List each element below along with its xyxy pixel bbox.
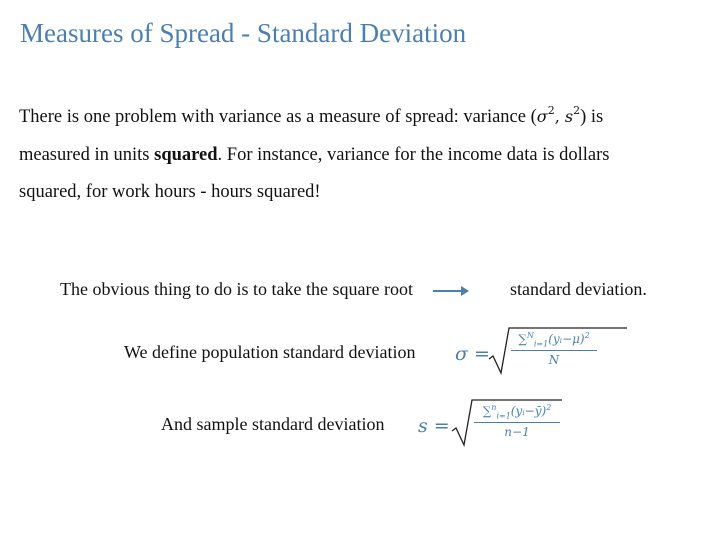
population-lhs: σ =: [455, 343, 490, 365]
population-fraction-bar: [511, 350, 597, 351]
population-label: We define population standard deviation: [124, 342, 416, 362]
math-comma: ,: [554, 107, 565, 126]
line1-text: There is one problem with variance as a measure of spread: variance (: [19, 107, 537, 127]
arrow-container: [417, 284, 505, 298]
line2-post: . For instance, variance for the income data is dollars: [217, 144, 610, 165]
paragraph-line-2: [19, 137, 709, 175]
intro-paragraph: [19, 92, 709, 212]
sigma-exponent: 2: [547, 104, 555, 117]
line2-bold: squared: [154, 144, 218, 165]
s-exponent: 2: [573, 104, 581, 117]
sample-fraction-bar: [474, 422, 560, 423]
population-formula: [455, 326, 605, 376]
statement-right: standard deviation.: [509, 279, 647, 299]
population-denominator: N: [548, 353, 560, 368]
line1-end: ) is: [580, 107, 604, 127]
sample-label: And sample standard deviation: [161, 414, 385, 434]
s-symbol: s: [564, 107, 574, 126]
square-root-statement: [60, 279, 647, 300]
right-arrow-icon: [431, 284, 471, 298]
sample-formula: [418, 398, 568, 448]
paragraph-line-1: [19, 92, 709, 137]
sample-lhs: s =: [418, 415, 450, 437]
sample-denominator: n−1: [504, 425, 530, 440]
sigma-symbol: σ: [536, 107, 548, 126]
paragraph-line-3: squared, for work hours - hours squared!: [19, 182, 321, 202]
statement-left: The obvious thing to do is to take the square root: [60, 279, 413, 299]
population-numerator: ∑$^N_{i=1}$(yᵢ−μ)$^2$: [518, 331, 590, 349]
population-fraction: [511, 331, 597, 367]
sample-numerator: ∑$^n_{i=1}$(yᵢ−ȳ)$^2$: [482, 403, 552, 421]
slide-title: Measures of Spread - Standard Deviation: [20, 18, 467, 48]
line2-pre: measured in units: [19, 144, 155, 165]
sample-fraction: [474, 403, 560, 439]
